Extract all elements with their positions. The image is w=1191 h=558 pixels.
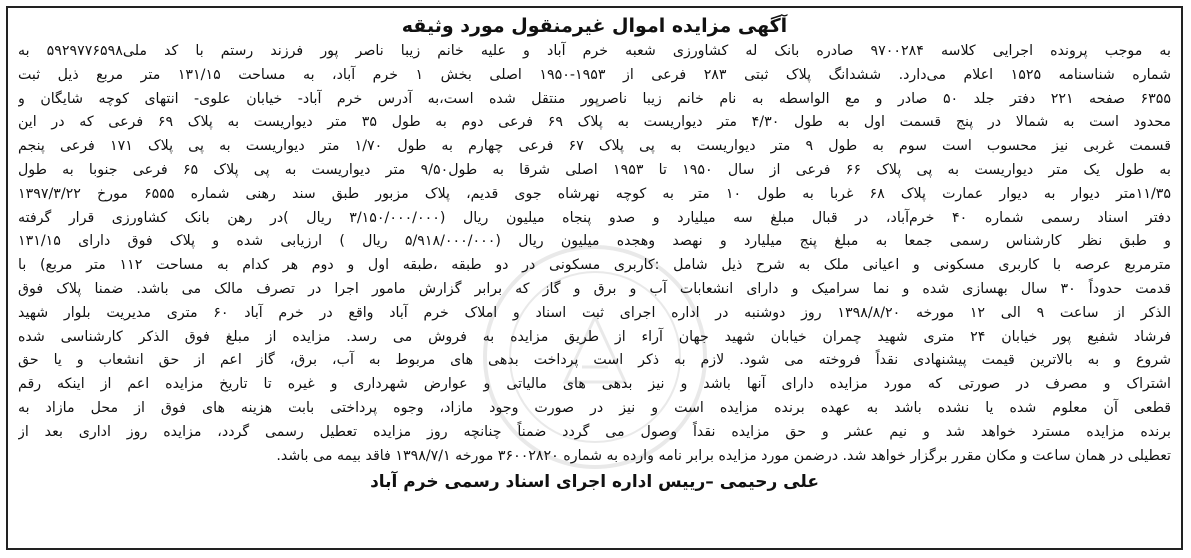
notice-line: برنده مزایده مسترد خواهد شد و نیم عشر و حق مزایده نقداً وصول می گردد ضمناً چنانچه روز مزایده تعطیل رسمی گردد، مزایده روز اداری بعد از	[18, 423, 1171, 440]
notice-line: به موجب پرونده اجرایی کلاسه ۹۷۰۰۲۸۴ صادره بانک له کشاورزی شعبه خرم آباد و علیه خانم زیبا ناصر پور فرزند رستم با کد ملی۵۹۲۹۷۷۶۵۹۸ به	[18, 43, 1171, 59]
notice-line: شروع و به بالاترین قیمت پیشنهادی نقداً فروخته می شود. لازم به ذکر است پرداخت بدهی های مربوط به آب، برق، گاز اعم از حق انشعاب و یا حق	[18, 352, 1171, 369]
notice-line: دفتر اسناد رسمی شماره ۴۰ خرم‌آباد، در قبال مبلغ سه میلیارد و صدو پنجاه میلیون ریال (۳/۱۵۰/۰۰۰/۰۰۰ ریال )در رهن بانک کشاورزی قرار گرفته	[18, 209, 1171, 226]
notice-line: محدود است به شمالا در پنج قسمت اول به طول ۴/۳۰ متر دیواریست به پلاک ۶۹ فرعی دوم به طول ۳۵ متر دیواریست به پلاک ۶۹ فرعی که در این	[18, 114, 1171, 131]
notice-line: فرشاد شفیع پور خیابان ۲۴ متری شهید چمران خیابان شهید جهان آراء از طریق مزایده به فروش می رسد. مزایده از مبلغ فوق الذکر کارشناسی شده	[18, 328, 1171, 345]
notice-body	[18, 40, 1171, 468]
notice-line: مترمربع عرصه با کاربری مسکونی و اعیانی ملک به شرح ذیل شامل :کاربری مسکونی در دو طبقه ،طبقه اول و دوم هر کدام به مساحت ۱۱۲ متر مربع) با	[18, 257, 1171, 274]
notice-line: ۱۱/۳۵متر دیوار به دیوار عمارت پلاک ۶۸ غربا به طول ۱۰ متر به کوچه نهرشاه جوی قدیم، پلاک مزبور طبق سند رهنی شماره ۶۵۵۵ مورخ ۱۳۹۷/۳/۲۲	[18, 185, 1171, 202]
notice-line: قسمت غربی نیز محسوب است سوم به طول ۹ متر دیواریست به پی پلاک ۶۷ فرعی چهارم به طول ۱/۷۰ متر دیواریست به پی پلاک ۱۷۱ فرعی پنجم	[18, 138, 1171, 155]
notice-line: به طول یک متر دیواریست به پی پلاک ۶۶ فرعی از سال ۱۹۵۰ تا ۱۹۵۳ اصلی شرقا به طول۹/۵۰ متر دیواریست به پی پلاک ۶۵ فرعی جنوبا به طول	[18, 161, 1171, 178]
notice-line: شماره شناسنامه ۱۵۲۵ اعلام می‌دارد. ششدانگ پلاک ثبتی ۲۸۳ فرعی از ۱۹۵۳-۱۹۵۰ اصلی بخش ۱ خرم آباد، به مساحت ۱۳۱/۱۵ متر مربع ذیل ثبت	[18, 66, 1171, 83]
notice-line: و طبق نظر کارشناس رسمی جمعا به مبلغ پنج میلیارد و نهصد وهجده میلیون ریال (۵/۹۱۸/۰۰۰/۰۰۰ ریال ) ارزیابی شده و پلاک فوق دارای ۱۳۱/۱۵	[18, 233, 1171, 250]
notice-line: اشتراک و مصرف در صورتی که مورد مزایده دارای آنها باشد و نیز بدهی های مالیاتی و عوارض شهرداری و غیره تا تاریخ مزایده اعم از اینکه رقم	[18, 376, 1171, 393]
notice-line: تعطیلی در همان ساعت و مکان مقرر برگزار خواهد شد. درضمن مورد مزایده برابر نامه وارده به شماره ۳۶۰۰۲۸۲۰ مورخه ۱۳۹۸/۷/۱ فاقد بیمه می باشد.	[276, 447, 1171, 464]
notice-line: قطعی آن معلوم شده یا نشده باشد به عهده برنده مزایده است و نیز در صورت وجود مازاد، وجوه پرداختی بابت هزینه های فوق از محل مازاد به	[18, 399, 1171, 416]
notice-line: الذکر از ساعت ۹ الی ۱۲ مورخه ۱۳۹۸/۸/۲۰ روز دوشنبه در اداره اجرای ثبت اسناد و املاک خرم آباد واقع در خرم آباد ۶۰ متری مدیریت بلوار شهید	[18, 304, 1171, 321]
signature-line: علی رحیمی –رییس اداره اجرای اسناد رسمی خرم آباد	[370, 472, 819, 493]
notice-line: قدمت حدوداً ۳۰ سال بهسازی شده و نما سرامیک و دارای انشعابات آب و برق و گاز که برابر گزارش مامور اجرا در تصرف مالک می باشد. ضمنا پلاک فوق	[18, 280, 1171, 297]
auction-notice	[6, 6, 1183, 550]
notice-title: آگهی مزایده اموال غیرمنقول مورد وثیقه	[401, 15, 788, 37]
notice-line: ۶۳۵۵ صفحه ۲۲۱ دفتر جلد ۵۰ صادر و مع الواسطه به نام خانم زیبا ناصرپور منتقل شده است،به آدرس خرم آباد- خیابان علوی- انتهای کوچه شایگان و	[18, 90, 1171, 107]
